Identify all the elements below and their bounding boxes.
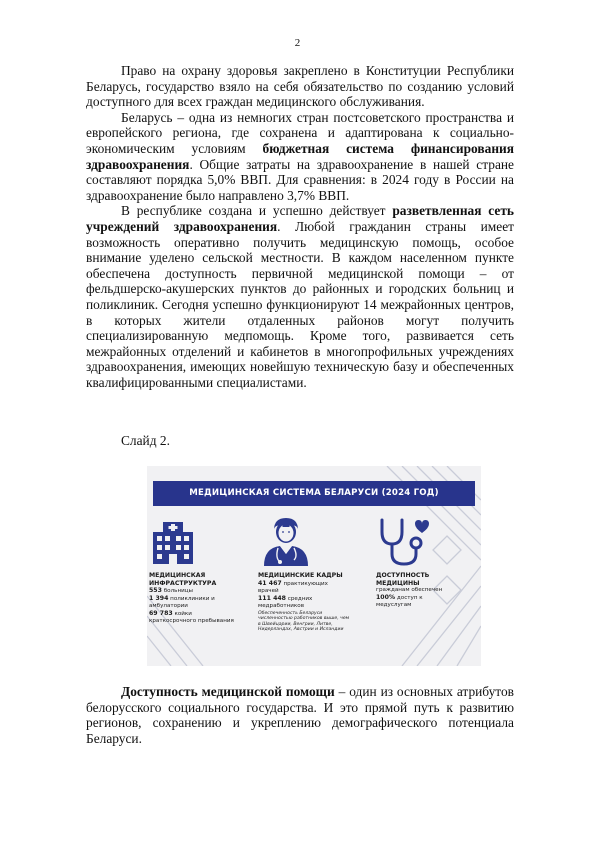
beds-stat bbox=[149, 610, 259, 618]
note-line: в Швейцарии, Венгрии, Литве, bbox=[258, 621, 333, 627]
paragraph-text: Право на охрану здоровья закреплено в Конституции Республики Беларусь, государство взяло на себя обязательство по созданию условий доступного для всех граждан медицинского обслуживания. bbox=[86, 63, 514, 110]
paragraph-text: . Любой гражданин страны имеет возможность оперативно получить медицинскую помощь, особое внимание уделено сельской местности. В каждом населенном пункте обеспечена доступность первичной медицинской помощи – от фельдшерско-акушерских пунктов до районных и городских больниц и поликлиник. Сегодня успешно функционируют 14 межрайонных центров, в которых жители отдаленных районов могут получить специализированную медпомощь. Кроме того, развивается сеть межрайонных отделений и кабинетов в многопрофильных учреждениях здравоохранения, имеющих новейшую техническую базу и обеспеченных квалифицированными специалистами. bbox=[86, 218, 515, 390]
slide-title: МЕДИЦИНСКАЯ СИСТЕМА БЕЛАРУСИ (2024 ГОД) bbox=[153, 481, 475, 506]
clinics-stat bbox=[149, 595, 259, 603]
infrastructure-title bbox=[149, 572, 259, 587]
doctors-stat bbox=[258, 580, 368, 588]
stat-label: практикующих bbox=[281, 580, 328, 587]
note-line: Нидерландах, Австрии и Исландии bbox=[258, 627, 344, 633]
stat-label: средних bbox=[286, 595, 313, 602]
title-line: МЕДИЦИНЫ bbox=[376, 579, 420, 587]
access-column bbox=[376, 518, 476, 609]
note-line: численностью работников выше, чем bbox=[258, 616, 350, 622]
title-line: ДОСТУПНОСТЬ bbox=[376, 572, 430, 579]
closing-text bbox=[86, 684, 514, 746]
stat-number: 111 448 bbox=[258, 594, 286, 602]
stat-label: врачей bbox=[258, 587, 279, 594]
paragraph-network bbox=[86, 203, 514, 390]
stat-label: медработников bbox=[258, 602, 305, 609]
stat-label: амбулатории bbox=[149, 603, 188, 610]
infrastructure-column bbox=[149, 518, 259, 625]
slide-caption: Слайд 2. bbox=[121, 433, 170, 448]
stat-label: койки bbox=[172, 611, 192, 618]
hospitals-stat bbox=[149, 587, 259, 595]
title-line: МЕДИЦИНСКАЯ bbox=[149, 572, 206, 579]
stethoscope-heart-icon bbox=[376, 518, 430, 566]
bold-phrase: бюджетная система финансирования здравоохранения bbox=[86, 140, 514, 172]
bold-phrase: разветвленная сеть учреждений здравоохранения bbox=[86, 203, 514, 234]
nurses-stat bbox=[258, 595, 368, 603]
hospital-building-icon bbox=[149, 518, 197, 566]
stat-label: поликлиники и bbox=[168, 596, 215, 603]
stat-label: доступ к bbox=[395, 595, 423, 602]
staff-column bbox=[258, 518, 368, 633]
stat-number: 41 467 bbox=[258, 579, 282, 587]
stat-label: гражданам обеспечен bbox=[376, 587, 443, 594]
paragraph-accessibility bbox=[86, 684, 514, 746]
paragraph-budget bbox=[86, 110, 514, 204]
staff-title: МЕДИЦИНСКИЕ КАДРЫ bbox=[258, 572, 343, 579]
access-title bbox=[376, 572, 476, 587]
staff-note bbox=[258, 611, 368, 633]
slide-infographic bbox=[147, 466, 481, 666]
bold-phrase: Доступность медицинской помощи bbox=[121, 684, 335, 699]
paragraph-text: . Общие затраты на здравоохранение в нашей стране составляют порядка 5,0% ВВП. Для сравнения: в 2024 году в России на здравоохранение было направлено 3,7% ВВП. bbox=[86, 156, 514, 203]
stat-label: медуслугам bbox=[376, 602, 412, 609]
doctor-icon bbox=[258, 518, 314, 566]
paragraph-text: В республике создана и успешно действует bbox=[121, 203, 393, 219]
main-text bbox=[86, 63, 514, 390]
stat-number: 1 394 bbox=[149, 595, 169, 603]
paragraph-text: – один из основных атрибутов белорусского социального государства. И это прямой путь к развитию регионов, сохранению и укреплению демографического потенциала Беларуси. bbox=[86, 684, 514, 746]
note-line: Обеспеченность Беларуси bbox=[258, 610, 323, 616]
paragraph-constitution bbox=[86, 63, 514, 110]
paragraph-text: Беларусь – одна из немногих стран постсоветского пространства и европейского региона, где сохранена и адаптирована к социально-экономическим условиям bbox=[86, 109, 514, 156]
title-line: ИНФРАСТРУКТУРА bbox=[149, 579, 217, 587]
stat-number: 553 bbox=[149, 587, 162, 595]
stat-number: 69 783 bbox=[149, 610, 173, 618]
stat-label: больницы bbox=[161, 588, 193, 595]
access-stat bbox=[376, 594, 476, 602]
page-number: 2 bbox=[294, 37, 301, 49]
stat-label: краткосрочного пребывания bbox=[149, 618, 234, 625]
stat-number: 100% bbox=[376, 594, 396, 602]
